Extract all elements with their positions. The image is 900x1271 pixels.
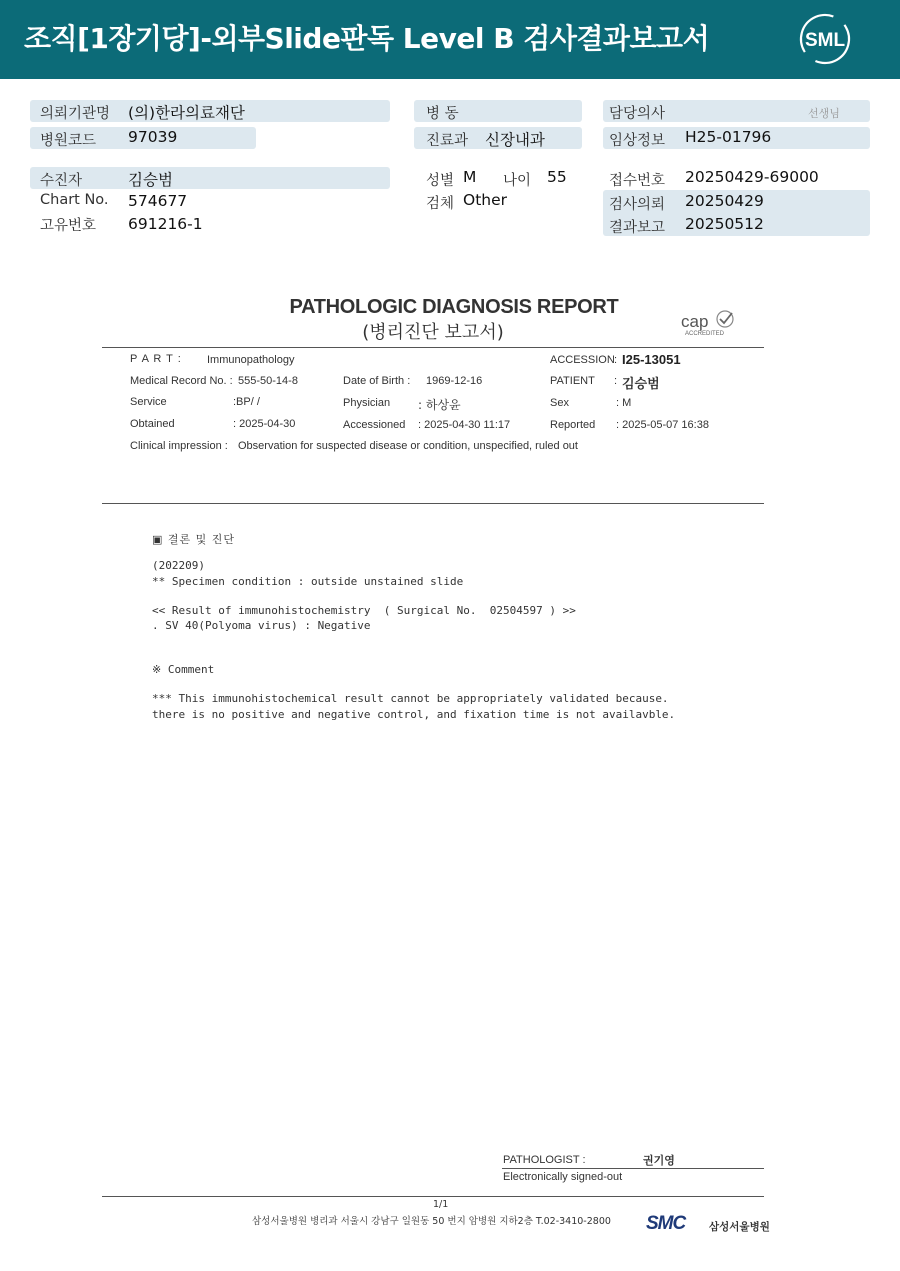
chart-value: 574677 (128, 192, 188, 210)
report-main-title: PATHOLOGIC DIAGNOSIS REPORT (289, 296, 619, 318)
obtained-value: : 2025-04-30 (233, 418, 296, 430)
signed-out-note: Electronically signed-out (503, 1171, 623, 1183)
clinical-impression-value: Observation for suspected disease or condition, unspecified, ruled out (238, 440, 578, 452)
specimen-condition-line: ** Specimen condition : outside unstained slide (152, 575, 464, 588)
smc-logo: SMC (646, 1213, 686, 1234)
physician-label: Physician (343, 397, 391, 409)
age-value: 55 (547, 168, 567, 186)
patient-field-label: PATIENT (550, 375, 595, 387)
sex-field-label: Sex (550, 397, 569, 409)
sv40-result-line: . SV 40(Polyoma virus) : Negative (152, 619, 371, 632)
accession-value: I25-13051 (622, 352, 681, 367)
conclusion-section-title: ▣ 결론 및 진단 (152, 533, 236, 546)
specimen-label: 검체 (426, 196, 455, 212)
institution-label: 의뢰기관명 (40, 106, 111, 122)
comment-line-1: *** This immunohistochemical result cannot be appropriately validated because. (152, 692, 669, 705)
dob-label: Date of Birth : (343, 375, 411, 387)
specimen-value: Other (463, 191, 508, 209)
request-label: 검사의뢰 (609, 197, 666, 213)
doctor-label: 담당의사 (609, 106, 666, 122)
service-label: Service (130, 396, 167, 408)
footer-address: 삼성서울병원 병리과 서울시 강남구 일원동 50 번지 암병원 지하2층 T.02-3410-2800 (252, 1216, 611, 1227)
patient-value: 김승범 (128, 171, 173, 189)
hospital-code-label: 병원코드 (40, 133, 97, 149)
clinical-info-label: 임상정보 (609, 133, 666, 149)
accession-colon: : (614, 354, 618, 366)
mrn-label: Medical Record No. : (130, 375, 233, 387)
pathologist-rule (502, 1168, 764, 1169)
part-label: P A R T : (130, 353, 182, 365)
request-value: 20250429 (685, 192, 764, 210)
receipt-value: 20250429-69000 (685, 168, 819, 186)
footer-rule (102, 1196, 764, 1197)
reported-label: Reported (550, 419, 596, 431)
receipt-label: 접수번호 (609, 173, 666, 189)
sex-field-value: : M (616, 397, 632, 409)
pathologist-value: 권기영 (643, 1154, 675, 1167)
clinical-info-value: H25-01796 (685, 128, 772, 146)
reported-value: : 2025-05-07 16:38 (616, 419, 709, 431)
patient-label: 수진자 (40, 173, 83, 189)
sex-label: 성별 (426, 173, 455, 189)
accession-label: ACCESSION (550, 354, 615, 366)
patient-field-value: 김승범 (622, 377, 660, 392)
result-label: 결과보고 (609, 220, 666, 236)
comment-line-2: there is no positive and negative control, and fixation time is not availavble. (152, 708, 676, 721)
ward-label: 병 동 (426, 106, 459, 122)
doctor-suffix: 선생님 (808, 107, 840, 120)
hospital-name: 삼성서울병원 (709, 1221, 770, 1233)
obtained-label: Obtained (130, 418, 175, 430)
ihc-result-header-line: << Result of immunohistochemistry ( Surgical No. 02504597 ) >> (152, 604, 576, 617)
cap-logo-sub: ACCREDITED (685, 331, 725, 337)
report-top-rule (102, 347, 764, 348)
clinical-impression-label: Clinical impression : (130, 440, 228, 452)
page-number: 1/1 (433, 1199, 449, 1210)
sml-logo-text: SML (804, 30, 846, 51)
pathologist-label: PATHOLOGIST : (503, 1154, 586, 1166)
chart-label: Chart No. (40, 192, 109, 208)
sex-value: M (463, 168, 477, 186)
patient-field-colon: : (614, 375, 618, 387)
comment-title: ※ Comment (152, 663, 215, 676)
service-value: :BP/ / (233, 396, 260, 408)
unique-value: 691216-1 (128, 215, 203, 233)
accessioned-value: : 2025-04-30 11:17 (418, 419, 511, 431)
result-value: 20250512 (685, 215, 764, 233)
diagnosis-code-line: (202209) (152, 559, 205, 572)
patient-row-bg (30, 167, 390, 189)
accessioned-label: Accessioned (343, 419, 406, 431)
hospital-code-value: 97039 (128, 128, 178, 146)
department-value: 신장내과 (485, 131, 545, 149)
unique-label: 고유번호 (40, 218, 97, 234)
report-title: 조직[1장기당]-외부Slide판독 Level B 검사결과보고서 (24, 22, 710, 55)
dob-value: 1969-12-16 (426, 375, 483, 387)
sml-logo-icon (797, 12, 853, 66)
mrn-value: 555-50-14-8 (238, 375, 298, 387)
age-label: 나이 (503, 173, 532, 189)
part-value: Immunopathology (207, 354, 295, 366)
physician-value: : 하상윤 (418, 398, 461, 412)
cap-accredited-icon (680, 308, 740, 338)
department-label: 진료과 (426, 133, 469, 149)
report-header (0, 0, 900, 79)
report-subtitle: (병리진단 보고서) (362, 322, 504, 343)
report-mid-rule (102, 503, 764, 504)
institution-value: (의)한라의료재단 (128, 104, 245, 122)
cap-logo-text: cap (681, 312, 709, 331)
